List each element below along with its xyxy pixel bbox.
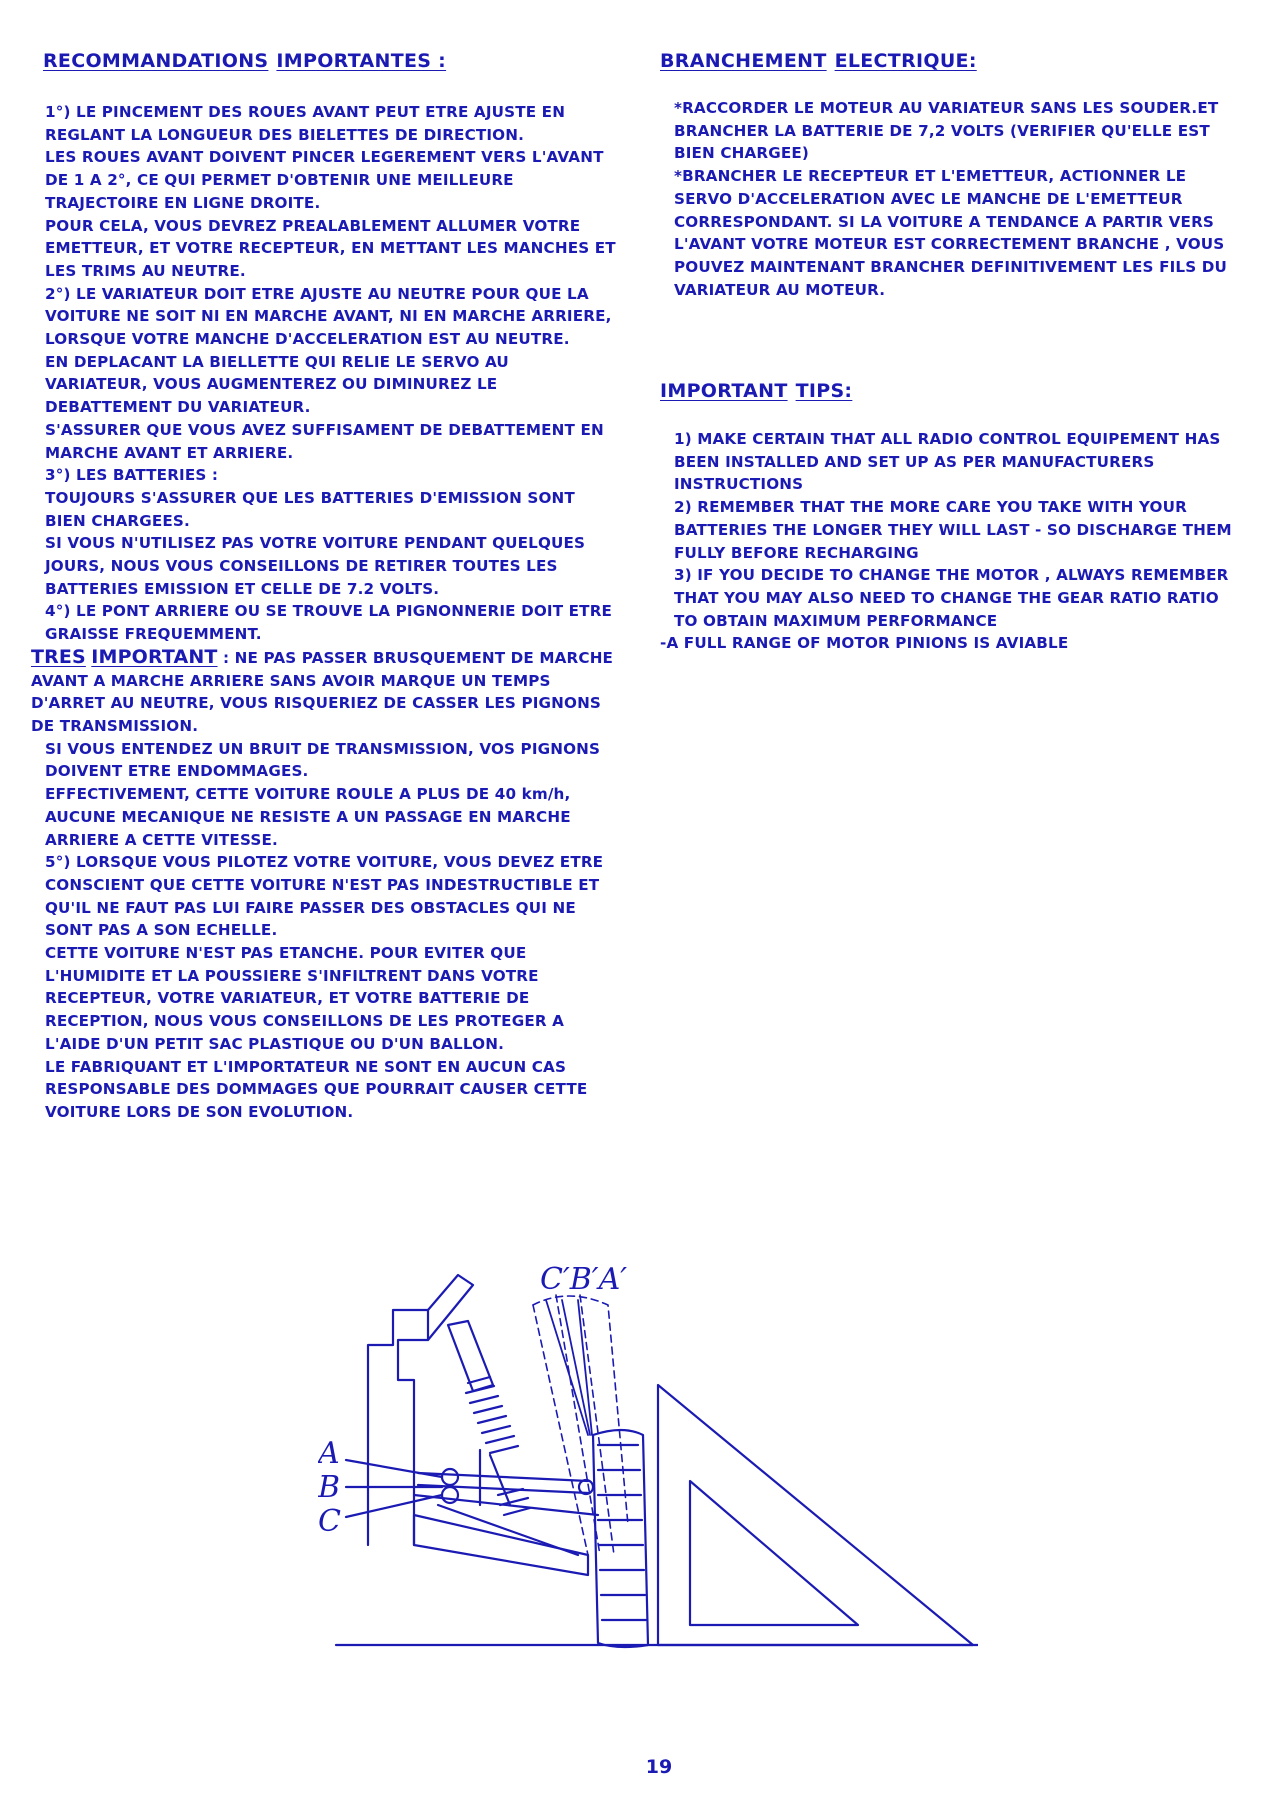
tres-label-2: IMPORTANT [91, 645, 218, 668]
tip-item: 1) MAKE CERTAIN THAT ALL RADIO CONTROL EQUIPEMENT HAS BEEN INSTALLED AND SET UP AS PER MANUFACTURERS INSTRUCTIONS [674, 430, 1221, 494]
paragraph: 1°) LE PINCEMENT DES ROUES AVANT PEUT ETRE AJUSTE EN REGLANT LA LONGUEUR DES BIELETTES DE DIRECTION. [45, 103, 566, 144]
suspension-camber-diagram [318, 1255, 978, 1655]
label-b: B [318, 1470, 341, 1505]
tips-text [660, 428, 1245, 655]
set-square [658, 1385, 973, 1645]
tip-item: -A FULL RANGE OF MOTOR PINIONS IS AVIABLE [660, 634, 1069, 653]
tres-label-1: TRES [31, 645, 86, 668]
chassis-bracket [368, 1275, 473, 1545]
branchement-heading-word-1: BRANCHEMENT [660, 50, 827, 72]
paragraph: 3°) LES BATTERIES : [45, 466, 219, 485]
branchement-text [660, 97, 1240, 301]
paragraph: *RACCORDER LE MOTEUR AU VARIATEUR SANS LES SOUDER.ET BRANCHER LA BATTERIE DE 7,2 VOLTS (VERIFIER QU'ELLE EST BIEN CHARGEE) [674, 99, 1219, 163]
tip-item: 3) IF YOU DECIDE TO CHANGE THE MOTOR , ALWAYS REMEMBER THAT YOU MAY ALSO NEED TO CHANGE THE GEAR RATIO RATIO TO OBTAIN MAXIMUM PERFORMANCE [674, 566, 1229, 630]
tres-text: : NE PAS PASSER BRUSQUEMENT DE MARCHE AVANT A MARCHE ARRIERE SANS AVOIR MARQUE UN TEMPS D'ARRET AU NEUTRE, VOUS RISQUERIEZ DE CASSER LES PIGNONS DE TRANSMISSION. [31, 648, 614, 735]
left-heading-word-1: RECOMMANDATIONS [43, 50, 269, 72]
tips-heading-word-2: TIPS: [795, 380, 853, 402]
paragraph: S'ASSURER QUE VOUS AVEZ SUFFISAMENT DE DEBATTEMENT EN MARCHE AVANT ET ARRIERE. [45, 420, 604, 462]
paragraph: CETTE VOITURE N'EST PAS ETANCHE. POUR EVITER QUE L'HUMIDITE ET LA POUSSIERE S'INFILTRENT DANS VOTRE RECEPTEUR, VOTRE VARIATEUR, ET VOTRE BATTERIE DE RECEPTION, NOUS VOUS CONSEILLONS DE LES PROTEGER A L'AIDE D'UN PETIT SAC PLASTIQUE OU D'UN BALLON. [45, 944, 565, 1053]
tres-important-paragraph [31, 646, 616, 738]
paragraph: TOUJOURS S'ASSURER QUE LES BATTERIES D'EMISSION SONT BIEN CHARGEES. [45, 488, 575, 530]
tips-heading-word-1: IMPORTANT [660, 380, 788, 402]
label-camber-positions: C′B′A′ [540, 1262, 628, 1297]
paragraph: SI VOUS N'UTILISEZ PAS VOTRE VOITURE PENDANT QUELQUES JOURS, NOUS VOUS CONSEILLONS DE RETIRER TOUTES LES BATTERIES EMISSION ET CELLE DE 7.2 VOLTS. [45, 534, 586, 598]
lower-arm [414, 1495, 598, 1575]
paragraph: SI VOUS ENTENDEZ UN BRUIT DE TRANSMISSION, VOS PIGNONS DOIVENT ETRE ENDOMMAGES. [45, 739, 601, 781]
paragraph: LE FABRIQUANT ET L'IMPORTATEUR NE SONT EN AUCUN CAS RESPONSABLE DES DOMMAGES QUE POURRAIT CAUSER CETTE VOITURE LORS DE SON EVOLUTION. [45, 1057, 588, 1121]
label-c: C [318, 1504, 341, 1539]
branchement-heading-word-2: ELECTRIQUE: [834, 50, 977, 72]
tip-item: 2) REMEMBER THAT THE MORE CARE YOU TAKE WITH YOUR BATTERIES THE LONGER THEY WILL LAST - SO DISCHARGE THEM FULLY BEFORE RECHARGING [674, 498, 1232, 562]
paragraph: POUR CELA, VOUS DEVREZ PREALABLEMENT ALLUMER VOTRE EMETTEUR, ET VOTRE RECEPTEUR, EN METTANT LES MANCHES ET LES TRIMS AU NEUTRE. [45, 216, 616, 280]
tips-heading [660, 380, 852, 402]
label-a: A [318, 1436, 340, 1471]
paragraph: 5°) LORSQUE VOUS PILOTEZ VOTRE VOITURE, VOUS DEVEZ ETRE CONSCIENT QUE CETTE VOITURE N'EST PAS INDESTRUCTIBLE ET QU'IL NE FAUT PAS LUI FAIRE PASSER DES OBSTACLES QUI NE SONT PAS A SON ECHELLE. [45, 853, 604, 940]
camber-positions [533, 1295, 628, 1555]
left-column-text [31, 101, 616, 1124]
branchement-heading [660, 50, 977, 72]
left-heading [43, 50, 446, 72]
left-heading-word-2: IMPORTANTES : [276, 50, 447, 72]
paragraph: EFFECTIVEMENT, CETTE VOITURE ROULE A PLUS DE 40 km/h, AUCUNE MECANIQUE NE RESISTE A UN PASSAGE EN MARCHE ARRIERE A CETTE VITESSE. [45, 785, 571, 849]
paragraph: EN DEPLACANT LA BIELLETTE QUI RELIE LE SERVO AU VARIATEUR, VOUS AUGMENTEREZ OU DIMINUREZ LE DEBATTEMENT DU VARIATEUR. [45, 352, 509, 417]
paragraph: 2°) LE VARIATEUR DOIT ETRE AJUSTE AU NEUTRE POUR QUE LA VOITURE NE SOIT NI EN MARCHE AVANT, NI EN MARCHE ARRIERE, LORSQUE VOTRE MANCHE D'ACCELERATION EST AU NEUTRE. [45, 284, 612, 349]
page-number: 19 [645, 1756, 673, 1778]
paragraph: *BRANCHER LE RECEPTEUR ET L'EMETTEUR, ACTIONNER LE SERVO D'ACCELERATION AVEC LE MANCHE DE L'EMETTEUR CORRESPONDANT. SI LA VOITURE A TENDANCE A PARTIR VERS L'AVANT VOTRE MOTEUR EST CORRECTEMENT BRANCHE , VOUS POUVEZ MAINTENANT BRANCHER DEFINITIVEMENT LES FILS DU VARIATEUR AU MOTEUR. [674, 167, 1227, 299]
paragraph: LES ROUES AVANT DOIVENT PINCER LEGEREMENT VERS L'AVANT DE 1 A 2°, CE QUI PERMET D'OBTENIR UNE MEILLEURE TRAJECTOIRE EN LIGNE DROITE. [45, 148, 604, 212]
paragraph: 4°) LE PONT ARRIERE OU SE TROUVE LA PIGNONNERIE DOIT ETRE GRAISSE FREQUEMMENT. [45, 602, 613, 644]
